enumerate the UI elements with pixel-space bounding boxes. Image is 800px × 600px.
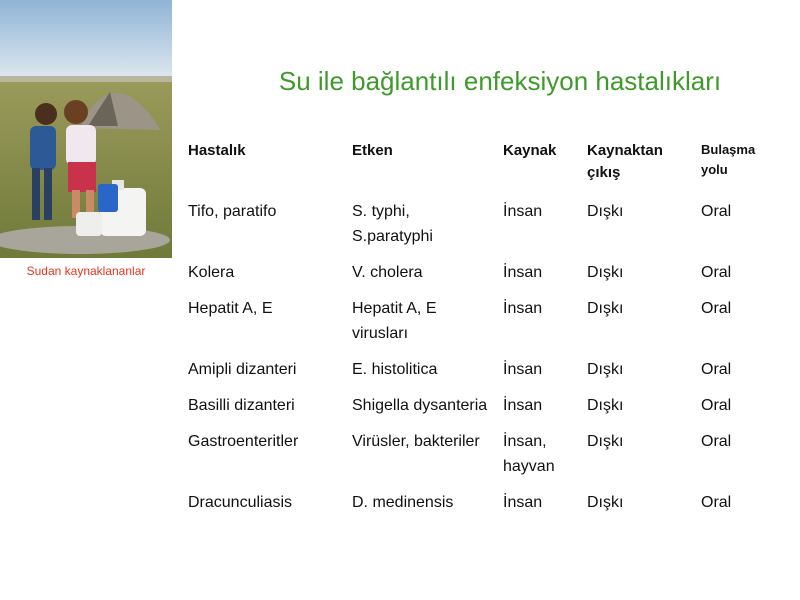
cell-agent: Virüsler, bakteriler [352,433,480,450]
slide-title: Su ile bağlantılı enfeksiyon hastalıkları [278,66,722,96]
table-row [182,291,766,352]
cell-source: İnsan [503,203,543,220]
header-disease: Hastalık [188,142,246,159]
cell-exit-route: Dışkı [587,494,624,511]
cell-disease: Gastroenteritler [188,433,299,450]
cell-transmission: Oral [701,203,732,220]
header-transmission: Bulaşma yolu [701,142,756,177]
children-water-photo [0,0,172,258]
header-source: Kaynak [503,142,557,159]
table-row [182,194,766,255]
cell-disease: Hepatit A, E [188,300,273,317]
cell-agent: V. cholera [352,264,423,281]
cell-source: İnsan [503,300,543,317]
cell-agent: E. histolitica [352,361,438,378]
table-row [182,485,766,521]
cell-exit-route: Dışkı [587,300,624,317]
cell-transmission: Oral [701,494,732,511]
cell-exit-route: Dışkı [587,397,624,414]
header-exit-route: Kaynaktan çıkış [587,142,663,181]
table-row [182,424,766,485]
cell-exit-route: Dışkı [587,264,624,281]
cell-source: İnsan [503,494,543,511]
cell-source: İnsan [503,361,543,378]
cell-transmission: Oral [701,397,732,414]
cell-exit-route: Dışkı [587,203,624,220]
header-agent: Etken [352,142,393,159]
cell-disease: Tifo, paratifo [188,203,277,220]
cell-transmission: Oral [701,433,732,450]
cell-agent: Shigella dysanteria [352,397,488,414]
cell-disease: Amipli dizanteri [188,361,297,378]
cell-agent: S. typhi, S.paratyphi [352,203,433,245]
cell-agent: D. medinensis [352,494,454,511]
cell-agent: Hepatit A, E virusları [352,300,437,342]
cell-transmission: Oral [701,264,732,281]
photo-caption: Sudan kaynaklananlar [26,264,146,278]
cell-exit-route: Dışkı [587,433,624,450]
cell-source: İnsan [503,264,543,281]
cell-source: İnsan [503,397,543,414]
cell-exit-route: Dışkı [587,361,624,378]
cell-disease: Kolera [188,264,235,281]
cell-source: İnsan, hayvan [503,433,555,475]
cell-disease: Dracunculiasis [188,494,293,511]
cell-transmission: Oral [701,300,732,317]
diseases-table [182,132,766,521]
table-row [182,255,766,291]
table-row [182,388,766,424]
table-header-row [182,132,766,194]
table-row [182,352,766,388]
cell-disease: Basilli dizanteri [188,397,295,414]
cell-transmission: Oral [701,361,732,378]
